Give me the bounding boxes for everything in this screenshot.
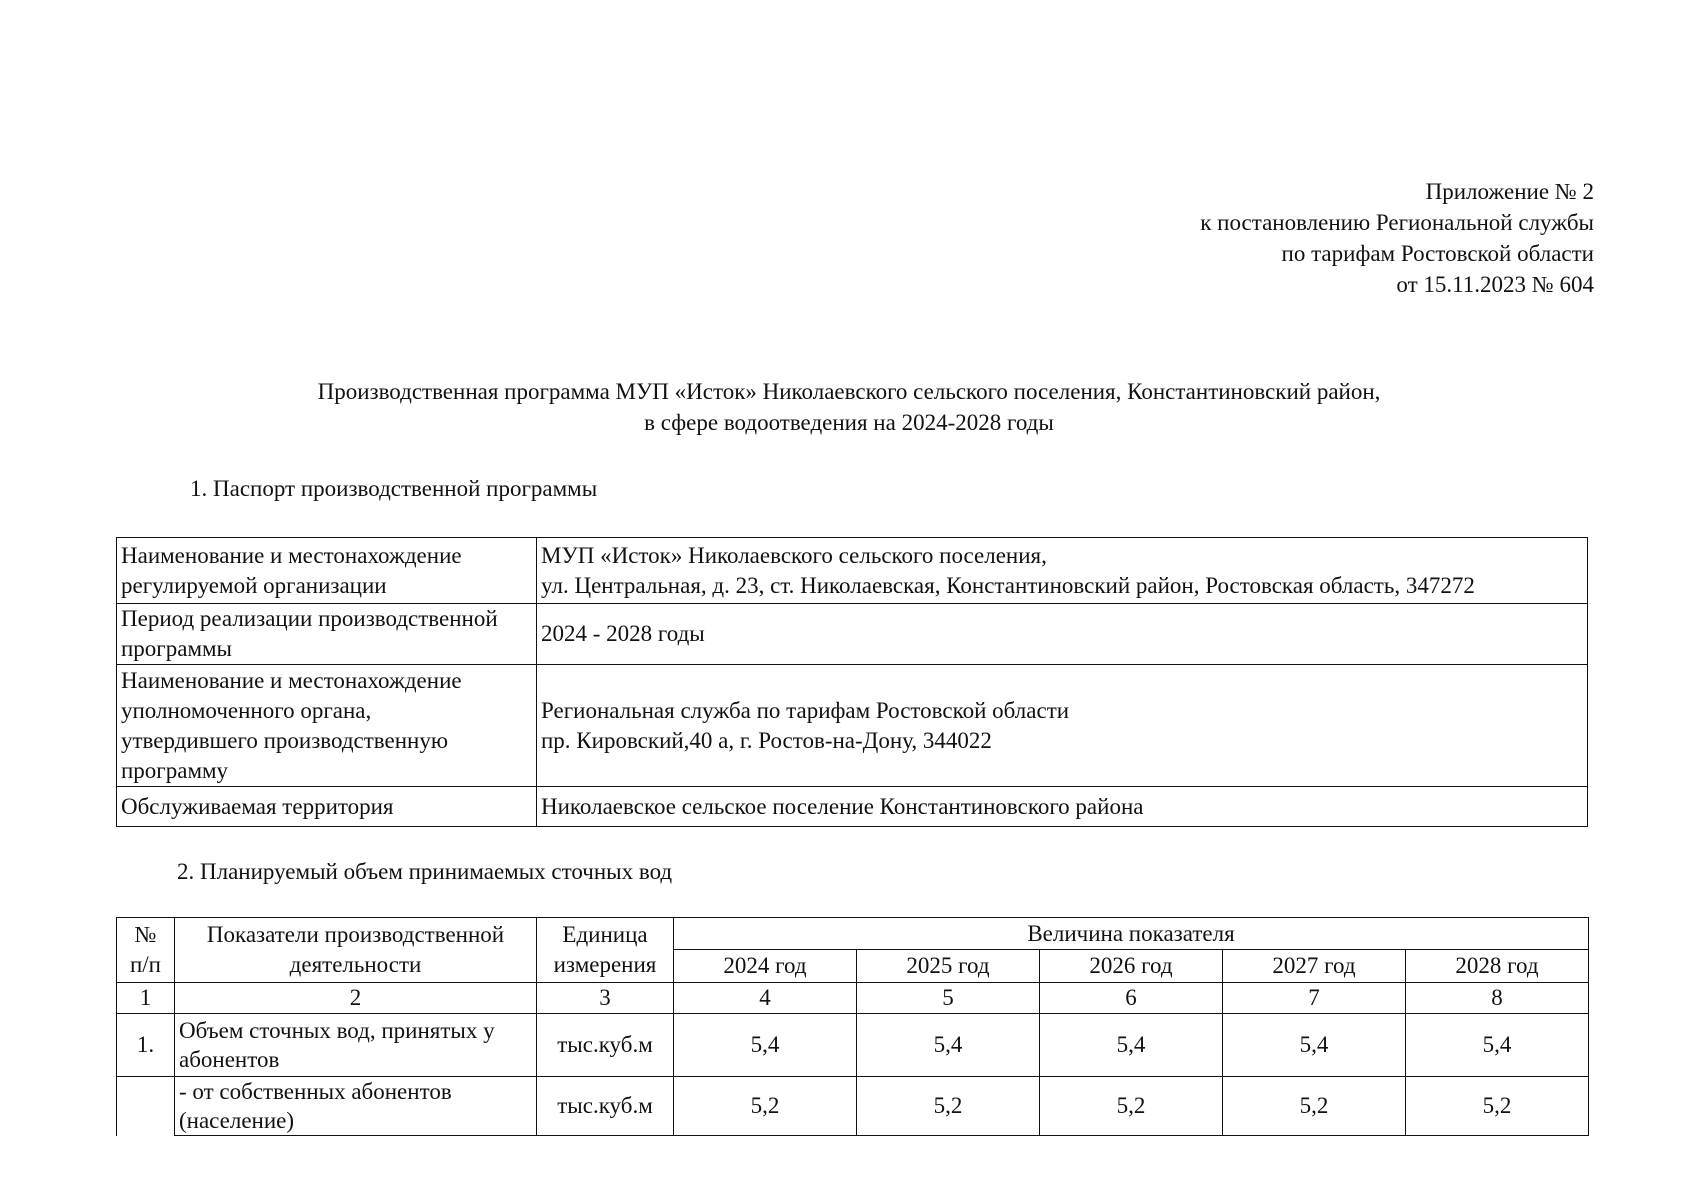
document-title (0, 376, 1698, 438)
section-2-heading: 2. Планируемый объем принимаемых сточных вод (177, 859, 673, 884)
header-year-2026: 2026 год (1040, 950, 1223, 983)
row-value-2028: 5,2 (1406, 1077, 1589, 1136)
title-line-2: в сфере водоотведения на 2024-2028 годы (644, 410, 1054, 435)
row-value-2026: 5,2 (1040, 1077, 1223, 1136)
header-unit: Единица измерения (537, 918, 674, 983)
table-row (117, 1014, 1589, 1077)
header-year-2025: 2025 год (857, 950, 1040, 983)
passport-value-territory: Николаевское сельское поселение Константиновского района (537, 787, 1588, 827)
passport-label-authority: Наименование и местонахождение уполномоченного органа, утвердившего производственную программу (117, 665, 537, 787)
passport-value-authority: Региональная служба по тарифам Ростовской области пр. Кировский,40 а, г. Ростов-на-Дону, 344022 (537, 665, 1588, 787)
col-number: 8 (1406, 983, 1589, 1014)
table-row (117, 604, 1588, 665)
row-value-2028: 5,4 (1406, 1014, 1589, 1077)
row-value-2027: 5,4 (1223, 1014, 1406, 1077)
col-number: 6 (1040, 983, 1223, 1014)
passport-value-organization: МУП «Исток» Николаевского сельского поселения, ул. Центральная, д. 23, ст. Николаевская, Константиновский район, Ростовская область, 347272 (537, 538, 1588, 604)
passport-label-organization: Наименование и местонахождение регулируемой организации (117, 538, 537, 604)
col-number: 1 (117, 983, 175, 1014)
row-indicator: - от собственных абонентов (население) (175, 1077, 537, 1136)
row-indicator: Объем сточных вод, принятых у абонентов (175, 1014, 537, 1077)
header-indicator: Показатели производственной деятельности (175, 918, 537, 983)
row-num (117, 1077, 175, 1136)
row-value-2027: 5,2 (1223, 1077, 1406, 1136)
row-value-2025: 5,4 (857, 1014, 1040, 1077)
col-number: 4 (674, 983, 857, 1014)
header-row (117, 918, 1589, 950)
header-year-2024: 2024 год (674, 950, 857, 983)
row-unit: тыс.куб.м (537, 1077, 674, 1136)
passport-label-period: Период реализации производственной программы (117, 604, 537, 665)
row-value-2025: 5,2 (857, 1077, 1040, 1136)
appendix-block (954, 176, 1594, 300)
table-row (117, 665, 1588, 787)
header-value-group: Величина показателя (674, 918, 1589, 950)
col-number: 3 (537, 983, 674, 1014)
passport-label-territory: Обслуживаемая территория (117, 787, 537, 827)
title-line-1: Производственная программа МУП «Исток» Николаевского сельского поселения, Константиновский район, (317, 379, 1381, 404)
col-number: 2 (175, 983, 537, 1014)
col-number: 7 (1223, 983, 1406, 1014)
table-row (117, 538, 1588, 604)
appendix-line-2: к постановлению Региональной службы (1200, 210, 1594, 235)
section-1-heading: 1. Паспорт производственной программы (190, 476, 598, 501)
appendix-line-4: от 15.11.2023 № 604 (1396, 272, 1594, 297)
col-number: 5 (857, 983, 1040, 1014)
row-value-2024: 5,2 (674, 1077, 857, 1136)
header-year-2028: 2028 год (1406, 950, 1589, 983)
passport-table (116, 537, 1588, 827)
passport-value-period: 2024 - 2028 годы (537, 604, 1588, 665)
row-unit: тыс.куб.м (537, 1014, 674, 1077)
row-value-2026: 5,4 (1040, 1014, 1223, 1077)
row-value-2024: 5,4 (674, 1014, 857, 1077)
wastewater-volume-table (116, 917, 1589, 1136)
header-num: № п/п (117, 918, 175, 983)
appendix-line-1: Приложение № 2 (1425, 179, 1594, 204)
table-row (117, 787, 1588, 827)
table-row (117, 1077, 1589, 1136)
column-number-row (117, 983, 1589, 1014)
appendix-line-3: по тарифам Ростовской области (1281, 241, 1594, 266)
header-year-2027: 2027 год (1223, 950, 1406, 983)
row-num: 1. (117, 1014, 175, 1077)
